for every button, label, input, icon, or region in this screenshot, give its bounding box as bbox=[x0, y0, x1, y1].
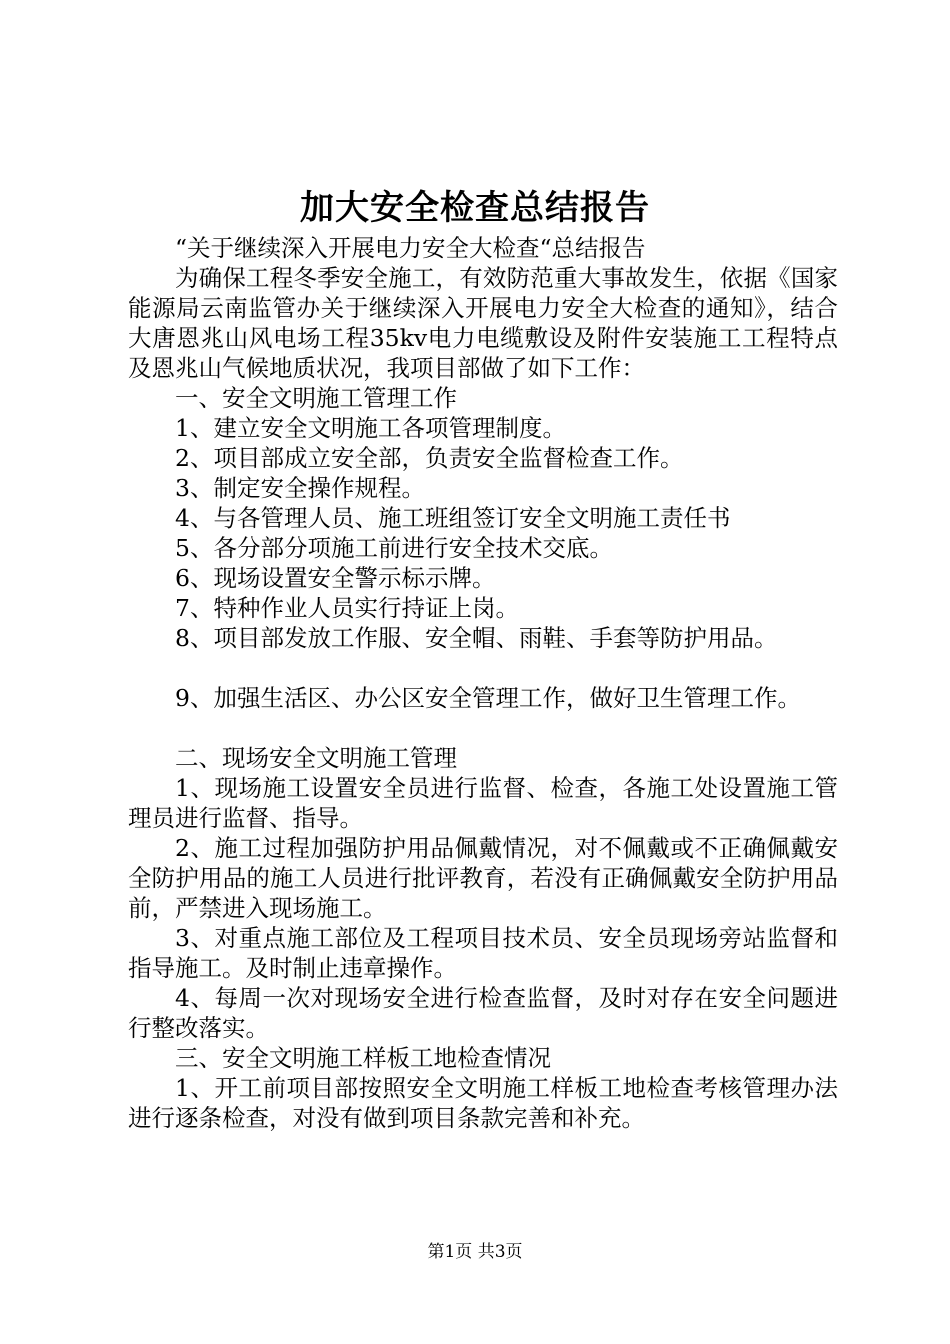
section-heading-3: 三、安全文明施工样板工地检查情况 bbox=[175, 1044, 551, 1072]
list-item: 1、建立安全文明施工各项管理制度。 bbox=[175, 414, 566, 442]
list-item: 9、加强生活区、办公区安全管理工作，做好卫生管理工作。 bbox=[175, 684, 801, 712]
list-item: 4、与各管理人员、施工班组签订安全文明施工责任书 bbox=[175, 504, 731, 532]
list-item: 3、对重点施工部位及工程项目技术员、安全员现场旁站监督和指导施工。及时制止违章操作。 bbox=[128, 924, 838, 982]
section-heading-1: 一、安全文明施工管理工作 bbox=[175, 384, 457, 412]
list-item: 2、项目部成立安全部，负责安全监督检查工作。 bbox=[175, 444, 684, 472]
list-item: 7、特种作业人员实行持证上岗。 bbox=[175, 594, 519, 622]
list-item: 1、开工前项目部按照安全文明施工样板工地检查考核管理办法进行逐条检查，对没有做到项目条款完善和补充。 bbox=[128, 1074, 838, 1132]
list-item: 5、各分部分项施工前进行安全技术交底。 bbox=[175, 534, 613, 562]
list-item: 2、施工过程加强防护用品佩戴情况，对不佩戴或不正确佩戴安全防护用品的施工人员进行批评教育，若没有正确佩戴安全防护用品前，严禁进入现场施工。 bbox=[128, 834, 838, 922]
list-item: 1、现场施工设置安全员进行监督、检查，各施工处设置施工管理员进行监督、指导。 bbox=[128, 774, 838, 832]
list-item: 3、制定安全操作规程。 bbox=[175, 474, 425, 502]
list-item: 4、每周一次对现场安全进行检查监督，及时对存在安全问题进行整改落实。 bbox=[128, 984, 838, 1042]
document-body bbox=[128, 233, 838, 1133]
page-footer: 第1页 共3页 bbox=[427, 1242, 523, 1262]
list-item: 6、现场设置安全警示标示牌。 bbox=[175, 564, 496, 592]
subtitle-paragraph: “关于继续深入开展电力安全大检查“总结报告 bbox=[175, 234, 646, 262]
list-item: 8、项目部发放工作服、安全帽、雨鞋、手套等防护用品。 bbox=[175, 624, 778, 652]
intro-paragraph: 为确保工程冬季安全施工，有效防范重大事故发生，依据《国家能源局云南监管办关于继续深入开展电力安全大检查的通知》，结合大唐恩兆山风电场工程35kv电力电缆敷设及附件安装施工工程特点及恩兆山气候地质状况，我项目部做了如下工作： bbox=[128, 264, 838, 382]
section-heading-2: 二、现场安全文明施工管理 bbox=[175, 744, 457, 772]
document-title: 加大安全检查总结报告 bbox=[300, 188, 650, 228]
